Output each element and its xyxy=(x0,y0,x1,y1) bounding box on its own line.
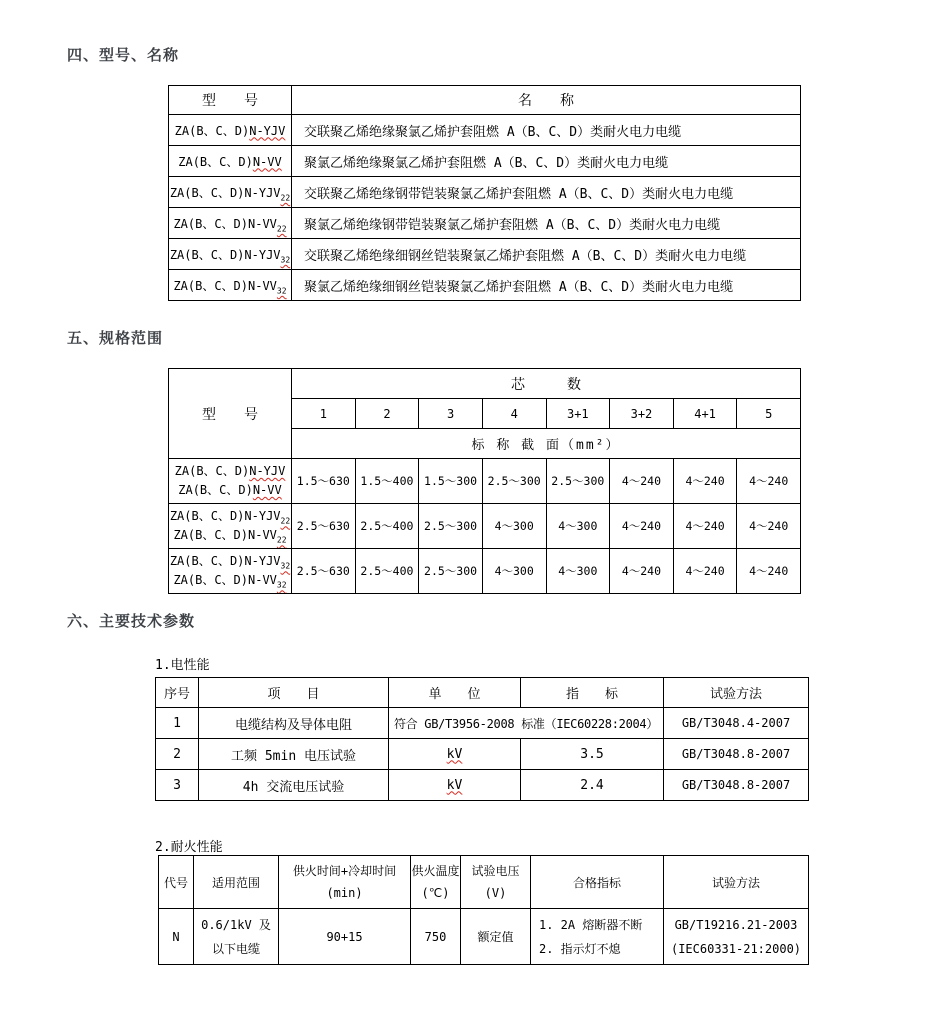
fire-time-header xyxy=(279,856,411,909)
model-line xyxy=(169,526,291,545)
model-text: ZA(B、C、D)N-YJV xyxy=(169,554,281,568)
model-line xyxy=(169,462,291,481)
range-cell: 4～240 xyxy=(737,504,801,549)
range-cell: 4～240 xyxy=(673,459,737,504)
model-text: ZA(B、C、D)N-YJV xyxy=(169,247,281,262)
code-header: 代号 xyxy=(159,856,194,909)
core-col-header: 4+1 xyxy=(673,399,737,429)
model-column-header: 型 号 xyxy=(169,369,292,459)
range-cell: 2.5～300 xyxy=(419,504,483,549)
table-header-row xyxy=(169,86,801,115)
core-col-header: 3+1 xyxy=(546,399,610,429)
model-flagged-text: N-YJV xyxy=(249,464,286,478)
model-text: ZA(B、C、D) xyxy=(178,154,253,169)
method-cell xyxy=(664,909,809,965)
core-col-header: 3 xyxy=(419,399,483,429)
name-cell: 交联聚乙烯绝缘钢带铠装聚氯乙烯护套阻燃 A（B、C、D）类耐火电力电缆 xyxy=(292,177,801,208)
seq-cell: 2 xyxy=(156,739,199,770)
fire-time-cell: 90+15 xyxy=(279,909,411,965)
method-line1: GB/T19216.21-2003 xyxy=(674,917,798,932)
model-line xyxy=(169,571,291,590)
range-cell: 2.5～300 xyxy=(546,459,610,504)
pass-criteria-cell xyxy=(531,909,664,965)
range-cell: 1.5～300 xyxy=(419,459,483,504)
fire-time-header-line1: 供火时间+冷却时间 xyxy=(292,864,397,878)
table-row xyxy=(169,270,801,301)
section-heading-spec-range: 五、规格范围 xyxy=(67,330,164,347)
core-col-header: 2 xyxy=(355,399,419,429)
core-col-header: 5 xyxy=(737,399,801,429)
core-col-header: 1 xyxy=(292,399,356,429)
value-cell: 3.5 xyxy=(521,739,664,770)
fire-temp-header-line2: (℃) xyxy=(421,886,450,900)
model-flagged-text: N-YJV xyxy=(249,123,286,138)
fire-temp-header xyxy=(411,856,461,909)
range-cell: 4～300 xyxy=(546,504,610,549)
test-voltage-header-line2: (V) xyxy=(484,886,507,900)
pass-line1: 1. 2A 熔断器不断 xyxy=(539,917,643,932)
fire-time-header-line2: (min) xyxy=(326,886,363,900)
table-row xyxy=(169,115,801,146)
name-cell: 聚氯乙烯绝缘细钢丝铠装聚氯乙烯护套阻燃 A（B、C、D）类耐火电力电缆 xyxy=(292,270,801,301)
range-cell: 4～240 xyxy=(610,459,674,504)
range-cell: 2.5～400 xyxy=(355,549,419,594)
model-cell xyxy=(169,115,292,146)
range-cell: 4～240 xyxy=(610,549,674,594)
model-cell xyxy=(169,177,292,208)
name-cell: 聚氯乙烯绝缘聚氯乙烯护套阻燃 A（B、C、D）类耐火电力电缆 xyxy=(292,146,801,177)
range-cell: 2.5～630 xyxy=(292,504,356,549)
range-cell: 4～240 xyxy=(610,504,674,549)
name-column-header: 名 称 xyxy=(292,86,801,115)
model-cell xyxy=(169,459,292,504)
range-cell: 1.5～630 xyxy=(292,459,356,504)
core-col-header: 4 xyxy=(482,399,546,429)
model-flagged-text: N-VV xyxy=(252,154,282,169)
table-row xyxy=(156,770,809,801)
model-cell xyxy=(169,504,292,549)
model-subscript: 32 xyxy=(280,561,291,571)
table-row xyxy=(169,177,801,208)
item-header: 项 目 xyxy=(199,678,389,708)
table-header-row xyxy=(159,856,809,909)
test-voltage-header-line1: 试验电压 xyxy=(471,864,520,878)
table-row xyxy=(169,239,801,270)
unit-header: 单 位 xyxy=(389,678,521,708)
range-cell: 4～300 xyxy=(482,549,546,594)
model-text: ZA(B、C、D)N-VV xyxy=(173,216,277,231)
range-cell: 4～240 xyxy=(737,549,801,594)
standard-cell: 符合 GB/T3956-2008 标准（IEC60228:2004） xyxy=(389,708,664,739)
value-cell: 2.4 xyxy=(521,770,664,801)
table-row xyxy=(169,208,801,239)
item-cell: 电缆结构及导体电阻 xyxy=(199,708,389,739)
table-header-row xyxy=(156,678,809,708)
table-row xyxy=(169,146,801,177)
model-subscript: 22 xyxy=(280,192,291,202)
model-column-header: 型 号 xyxy=(169,86,292,115)
model-subscript: 32 xyxy=(280,254,291,264)
seq-header: 序号 xyxy=(156,678,199,708)
model-text: ZA(B、C、D) xyxy=(174,464,250,478)
name-cell: 交联聚乙烯绝缘细钢丝铠装聚氯乙烯护套阻燃 A（B、C、D）类耐火电力电缆 xyxy=(292,239,801,270)
range-cell: 2.5～400 xyxy=(355,504,419,549)
range-cell: 4～300 xyxy=(546,549,610,594)
range-cell: 4～240 xyxy=(673,504,737,549)
index-header: 指 标 xyxy=(521,678,664,708)
scope-line1: 0.6/1kV 及 xyxy=(201,917,271,932)
section-heading-model-name: 四、型号、名称 xyxy=(67,47,180,64)
method-line2: (IEC60331-21:2000) xyxy=(670,941,802,956)
pass-criteria-header: 合格指标 xyxy=(531,856,664,909)
model-text: ZA(B、C、D)N-VV xyxy=(173,278,277,293)
table-row xyxy=(169,504,801,549)
model-text: ZA(B、C、D)N-YJV xyxy=(169,185,281,200)
range-cell: 2.5～630 xyxy=(292,549,356,594)
model-line xyxy=(169,481,291,500)
model-subscript: 32 xyxy=(276,285,287,295)
model-subscript: 32 xyxy=(276,580,287,590)
table-row xyxy=(156,708,809,739)
range-cell: 2.5～300 xyxy=(482,459,546,504)
method-cell: GB/T3048.4-2007 xyxy=(664,708,809,739)
fire-resistance-label: 2.耐火性能 xyxy=(155,840,223,855)
nominal-section-header: 标 称 截 面（mm²） xyxy=(292,429,801,459)
name-cell: 聚氯乙烯绝缘钢带铠装聚氯乙烯护套阻燃 A（B、C、D）类耐火电力电缆 xyxy=(292,208,801,239)
table-row xyxy=(169,459,801,504)
spec-range-table xyxy=(168,368,801,594)
model-cell xyxy=(169,146,292,177)
model-text: ZA(B、C、D)N-VV xyxy=(173,573,277,587)
model-line xyxy=(169,507,291,526)
code-cell: N xyxy=(159,909,194,965)
model-text: ZA(B、C、D) xyxy=(174,123,250,138)
core-col-header: 3+2 xyxy=(610,399,674,429)
table-row xyxy=(169,549,801,594)
item-cell: 工频 5min 电压试验 xyxy=(199,739,389,770)
pass-line2: 2. 指示灯不熄 xyxy=(539,941,621,956)
unit-text: kV xyxy=(446,777,463,793)
method-cell: GB/T3048.8-2007 xyxy=(664,739,809,770)
electrical-performance-label: 1.电性能 xyxy=(155,658,210,673)
electrical-performance-table xyxy=(155,677,809,801)
model-text: ZA(B、C、D)N-VV xyxy=(173,528,277,542)
method-header: 试验方法 xyxy=(664,678,809,708)
test-voltage-cell: 额定值 xyxy=(461,909,531,965)
scope-line2: 以下电缆 xyxy=(211,941,260,956)
model-line xyxy=(169,552,291,571)
method-cell: GB/T3048.8-2007 xyxy=(664,770,809,801)
name-cell: 交联聚乙烯绝缘聚氯乙烯护套阻燃 A（B、C、D）类耐火电力电缆 xyxy=(292,115,801,146)
seq-cell: 1 xyxy=(156,708,199,739)
seq-cell: 3 xyxy=(156,770,199,801)
table-row xyxy=(159,909,809,965)
model-subscript: 22 xyxy=(276,223,287,233)
unit-cell xyxy=(389,770,521,801)
unit-cell xyxy=(389,739,521,770)
range-cell: 1.5～400 xyxy=(355,459,419,504)
section-heading-tech-params: 六、主要技术参数 xyxy=(67,613,196,630)
item-cell: 4h 交流电压试验 xyxy=(199,770,389,801)
model-subscript: 22 xyxy=(280,516,291,526)
table-row xyxy=(156,739,809,770)
model-subscript: 22 xyxy=(276,535,287,545)
scope-cell xyxy=(194,909,279,965)
model-cell xyxy=(169,239,292,270)
fire-temp-header-line1: 供火温度 xyxy=(411,864,460,878)
model-cell xyxy=(169,270,292,301)
model-cell xyxy=(169,208,292,239)
fire-resistance-table xyxy=(158,855,809,965)
cores-header: 芯 数 xyxy=(292,369,801,399)
range-cell: 2.5～300 xyxy=(419,549,483,594)
table-header-row xyxy=(169,369,801,399)
test-voltage-header xyxy=(461,856,531,909)
range-cell: 4～300 xyxy=(482,504,546,549)
scope-header: 适用范围 xyxy=(194,856,279,909)
model-flagged-text: N-VV xyxy=(252,483,282,497)
range-cell: 4～240 xyxy=(737,459,801,504)
fire-temp-cell: 750 xyxy=(411,909,461,965)
unit-text: kV xyxy=(446,746,463,762)
model-text: ZA(B、C、D) xyxy=(178,483,253,497)
range-cell: 4～240 xyxy=(673,549,737,594)
method-header: 试验方法 xyxy=(664,856,809,909)
model-name-table xyxy=(168,85,801,301)
model-cell xyxy=(169,549,292,594)
model-text: ZA(B、C、D)N-YJV xyxy=(169,509,281,523)
